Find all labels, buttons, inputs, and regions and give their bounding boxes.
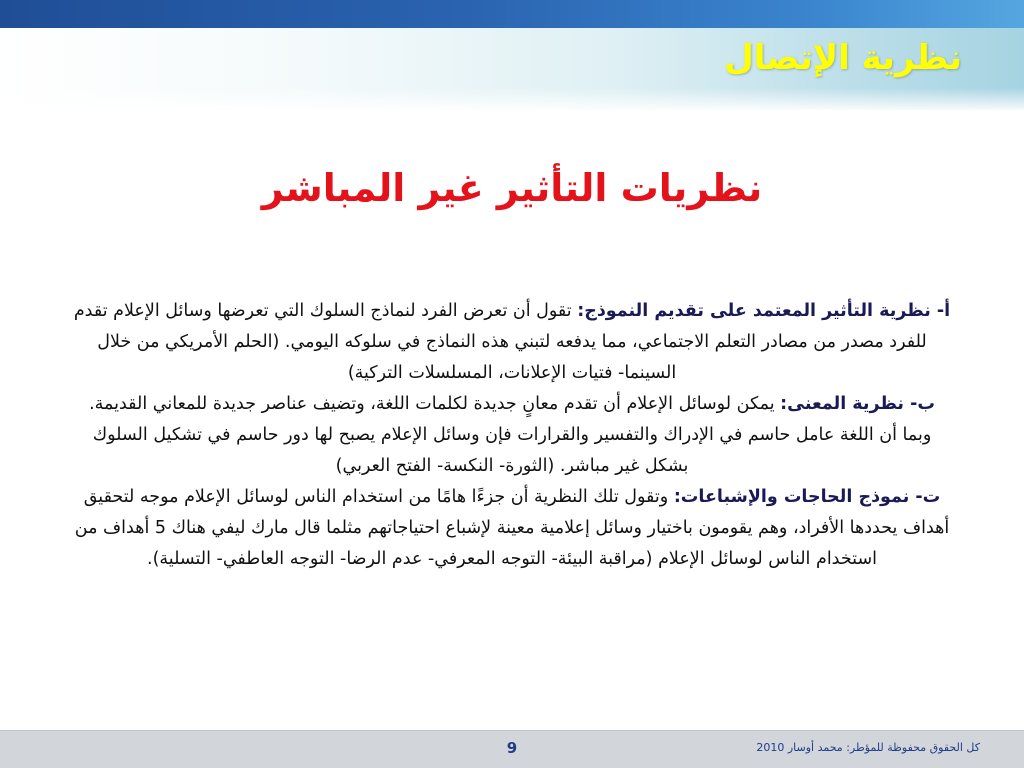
paragraph-a <box>72 296 952 389</box>
paragraph-c <box>72 482 952 575</box>
paragraph-b-label: ب- نظرية المعنى: <box>780 394 935 414</box>
copyright-notice: كل الحقوق محفوظة للمؤطر: محمد أوسار 2010 <box>756 741 980 754</box>
paragraph-c-text: وتقول تلك النظرية أن جزءًا هامًا من استخدام الناس لوسائل الإعلام موجه لتحقيق أهداف يحددها الأفراد، وهم يقومون باختيار وسائل إعلامية معينة لإشباع احتياجاتهم مثلما قال مارك ليفي هناك 5 أهداف من استخدام الناس لوسائل الإعلام (مراقبة البيئة- التوجه المعرفي- عدم الرضا- التوجه العاطفي- التسلية). <box>74 487 950 569</box>
page-number: 9 <box>506 739 518 757</box>
paragraph-a-label: أ- نظرية التأثير المعتمد على تقديم النموذج: <box>577 301 951 321</box>
paragraph-c-label: ت- نموذج الحاجات والإشباعات: <box>673 487 941 507</box>
header-title: نظرية الإتصال <box>724 38 962 78</box>
paragraph-b-text: يمكن لوسائل الإعلام أن تقدم معانٍ جديدة لكلمات اللغة، وتضيف عناصر جديدة للمعاني القديمة. وبما أن اللغة عامل حاسم في الإدراك والتفسير والقرارات فإن وسائل الإعلام يصبح لها دور حاسم في تشكيل السلوك بشكل غير مباشر. (الثورة- النكسة- الفتح العربي) <box>89 394 932 476</box>
paragraph-b <box>72 389 952 482</box>
footer <box>0 730 1024 768</box>
body-text <box>72 296 952 575</box>
top-stripe <box>0 0 1024 28</box>
paragraph-a-text: تقول أن تعرض الفرد لنماذج السلوك التي تعرضها وسائل الإعلام تقدم للفرد مصدر من مصادر التعلم الاجتماعي، مما يدفعه لتبني هذه النماذج في سلوكه اليومي. (الحلم الأمريكي من خلال السينما- فتيات الإعلانات، المسلسلات التركية) <box>73 301 927 383</box>
main-heading: نظريات التأثير غير المباشر <box>261 166 763 210</box>
